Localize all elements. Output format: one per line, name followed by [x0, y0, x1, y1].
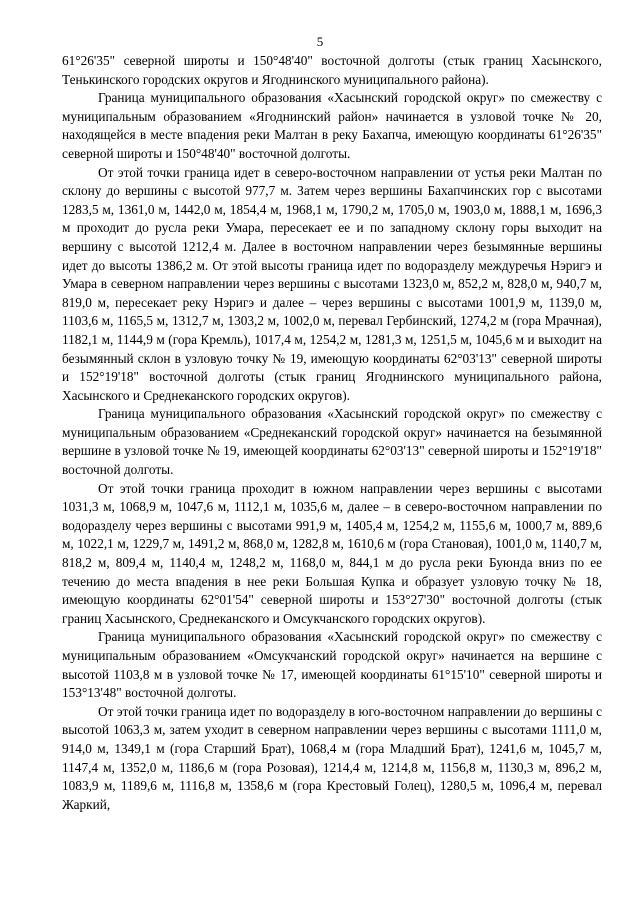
paragraph-6: Граница муниципального образования «Хасынский городской округ» по смежеству с муниципальным образованием «Омсукчанский городской округ» начинается на вершине с высотой 1103,8 м в узловой точке № 17, имеющей координаты 61°15'10" северной широты и 153°13'48" восточной долготы. — [62, 629, 602, 701]
document-body — [62, 52, 602, 814]
paragraph-4: Граница муниципального образования «Хасынский городской округ» по смежеству с муниципальным образованием «Среднеканский городской округ» начинается на безымянной вершине в узловой точке № 19, имеющей координаты 62°03'13" северной широты и 152°19'18" восточной долготы. — [62, 406, 602, 478]
paragraph-2: Граница муниципального образования «Хасынский городской округ» по смежеству с муниципальным образованием «Ягоднинский район» начинается в узловой точке № 20, находящейся в месте впадения реки Малтан в реку Бахапча, имеющую координаты 61°26'35" северной широты и 150°48'40" восточной долготы. — [62, 90, 602, 161]
paragraph-7: От этой точки граница идет по водоразделу в юго-восточном направлении до вершины с высотой 1063,3 м, затем уходит в северном направлении через вершины с высотами 1111,0 м, 914,0 м, 1349,1 м (гора Старший Брат), 1068,4 м (гора Младший Брат), 1241,6 м, 1045,7 м, 1147,4 м, 1352,0 м, 1186,6 м (гора Розовая), 1214,4 м, 1214,8 м, 1156,8 м, 1130,3 м, 896,2 м, 1083,9 м, 1189,6 м, 1116,8 м, 1358,6 м (гора Крестовый Голец), 1280,5 м, 1096,4 м, перевал Жаркий, — [62, 703, 602, 812]
page-number: 5 — [316, 34, 324, 49]
paragraph-3: От этой точки граница идет в северо-восточном направлении от устья реки Малтан по склону до вершины с высотой 977,7 м. Затем через вершины Бахапчинских гор с высотами 1283,5 м, 1361,0 м, 1442,0 м, 1854,4 м, 1968,1 м, 1790,2 м, 1705,0 м, 1903,0 м, 1888,1 м, 1696,3 м проходит до русла реки Умара, пересекает ее и по западному склону горы выходит на вершину с высотой 1212,4 м. Далее в восточном направлении через безымянные вершины идет до высоты 1386,2 м. От этой высоты граница идет по водоразделу междуречья Нэригэ и Умара в северном направлении через вершины с высотами 1323,0 м, 852,2 м, 828,0 м, 940,7 м, 819,0 м, пересекает реку Нэригэ и далее – через вершины с высотами 1001,9 м, 1139,0 м, 1103,6 м, 1165,5 м, 1312,7 м, 1303,2 м, 1002,0 м, перевал Гербинский, 1274,2 м (гора Мрачная), 1182,1 м, 1144,9 м (гора Кремль), 1017,4 м, 1254,2 м, 1281,3 м, 1251,5 м, 1045,6 м и выходит на безымянный склон в узловую точку № 19, имеющую координаты 62°03'13" северной широты и 152°19'18" восточной долготы (стык границ Ягоднинского муниципального района, Хасынского и Среднеканского городских округов). — [62, 164, 602, 403]
paragraph-5: От этой точки граница проходит в южном направлении через вершины с высотами 1031,3 м, 1068,9 м, 1047,6 м, 1112,1 м, 1035,6 м, далее – в северо-восточном направлении по водоразделу через вершины с высотами 991,9 м, 1405,4 м, 1254,2 м, 1155,6 м, 1000,7 м, 889,6 м, 1022,1 м, 1229,7 м, 1491,2 м, 868,0 м, 1282,8 м, 1610,6 м (гора Становая), 1001,0 м, 1140,7 м, 818,2 м, 809,4 м, 1140,4 м, 1248,2 м, 1168,0 м, 844,1 м до русла реки Буюнда вниз по ее течению до места впадения в нее реки Большая Купка и образует узловую точку № 18, имеющую координаты 62°01'54" северной широты и 153°27'30" восточной долготы (стык границ Хасынского, Среднеканского и Омсукчанского городских округов). — [62, 480, 602, 626]
paragraph-1: 61°26'35" северной широты и 150°48'40" восточной долготы (стык границ Хасынского, Тенькинского городских округов и Ягоднинского муниципального района). — [62, 53, 602, 87]
